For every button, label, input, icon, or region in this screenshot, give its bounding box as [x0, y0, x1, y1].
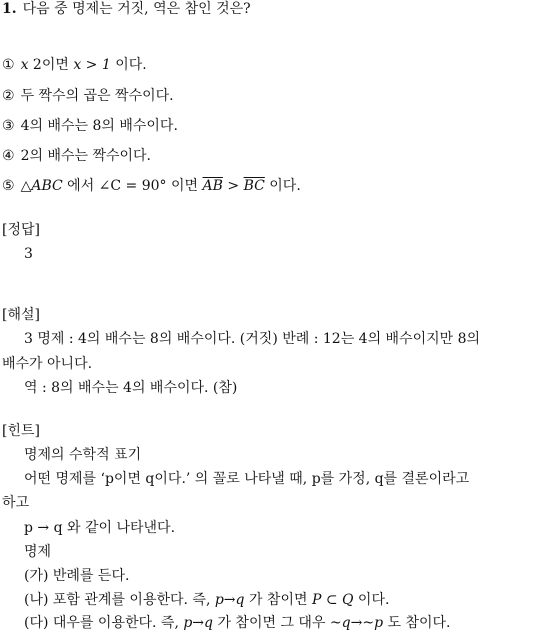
question-title — [2, 0, 251, 18]
hint-item-na-math-2: P ⊂ Q — [311, 592, 354, 608]
choice-5-abc: ABC — [31, 178, 63, 194]
choice-3[interactable] — [2, 117, 178, 135]
hint-title: 명제의 수학적 표기 — [24, 447, 142, 463]
answer-value: 3 — [24, 246, 33, 262]
choice-5-text-b: 이다. — [264, 178, 301, 194]
choice-2[interactable] — [2, 87, 174, 105]
choice-2-mark: ② — [2, 88, 15, 104]
hint-item-na-text-b: 가 참이면 — [244, 592, 312, 608]
choice-5-segment-ab: $\overline{AB}$ — [202, 178, 223, 194]
hint-line-2: 하고 — [2, 495, 30, 511]
hint-item-da-text-b: 가 참이면 그 대우 — [213, 615, 330, 631]
hint-item-na-text-a: (나) 포함 관계를 이용한다. 즉, — [24, 592, 215, 608]
choice-4-mark: ④ — [2, 148, 15, 164]
choice-4-text: 2의 배수는 짝수이다. — [20, 148, 152, 164]
choice-1-text-a: 2이면 — [28, 57, 74, 73]
choice-1-mark: ① — [2, 57, 15, 73]
hint-line-3: p → q 와 같이 나타낸다. — [24, 520, 176, 536]
choice-4[interactable] — [2, 147, 151, 165]
explanation-label: [해설] — [2, 307, 40, 323]
explanation-line-3: 역 : 8의 배수는 4의 배수이다. (참) — [24, 380, 238, 396]
choice-3-mark: ③ — [2, 118, 15, 134]
hint-item-ga: (가) 반례를 든다. — [24, 568, 130, 584]
choice-5-segment-bc: $\overline{BC}$ — [243, 178, 265, 194]
hint-item-na-text-c: 이다. — [353, 592, 390, 608]
question-text: 다음 중 명제는 거짓, 역은 참인 것은? — [22, 1, 251, 17]
hint-item-da-math-2: ~q→~p — [329, 615, 384, 631]
hint-item-da-math-1: p→q — [183, 615, 213, 631]
choice-1-ineq: x > 1 — [73, 57, 111, 73]
hint-line-1: 어떤 명제를 ‘p이면 q이다.’ 의 꼴로 나타낼 때, p를 가정, q를 결론이라고 — [24, 471, 470, 487]
choice-1-text-b: 이다. — [110, 57, 147, 73]
hint-item-da — [24, 614, 451, 632]
hint-subtitle: 명제 — [24, 544, 52, 560]
choice-1[interactable] — [2, 56, 147, 74]
choice-1-var: x — [20, 57, 29, 73]
question-number: 1. — [2, 1, 17, 17]
answer-label: [정답] — [2, 222, 40, 238]
hint-item-da-text-c: 도 참이다. — [383, 615, 451, 631]
choice-5-triangle: △ — [20, 178, 32, 194]
hint-item-da-text-a: (다) 대우를 이용한다. 즉, — [24, 615, 184, 631]
choice-3-text: 4의 배수는 8의 배수이다. — [20, 118, 178, 134]
choice-2-text: 두 짝수의 곱은 짝수이다. — [20, 88, 174, 104]
choice-5[interactable] — [2, 177, 301, 195]
hint-label: [힌트] — [2, 423, 40, 439]
hint-item-na — [24, 591, 389, 609]
choice-5-mark: ⑤ — [2, 178, 15, 194]
explanation-line-2: 배수가 아니다. — [2, 356, 93, 372]
choice-5-gt: > — [222, 178, 244, 194]
choice-5-text-a: 에서 ∠C = 90° 이면 — [62, 178, 203, 194]
explanation-line-1: 3 명제 : 4의 배수는 8의 배수이다. (거짓) 반례 : 12는 4의 배수이지만 8의 — [24, 331, 481, 347]
hint-item-na-math-1: p→q — [214, 592, 245, 608]
